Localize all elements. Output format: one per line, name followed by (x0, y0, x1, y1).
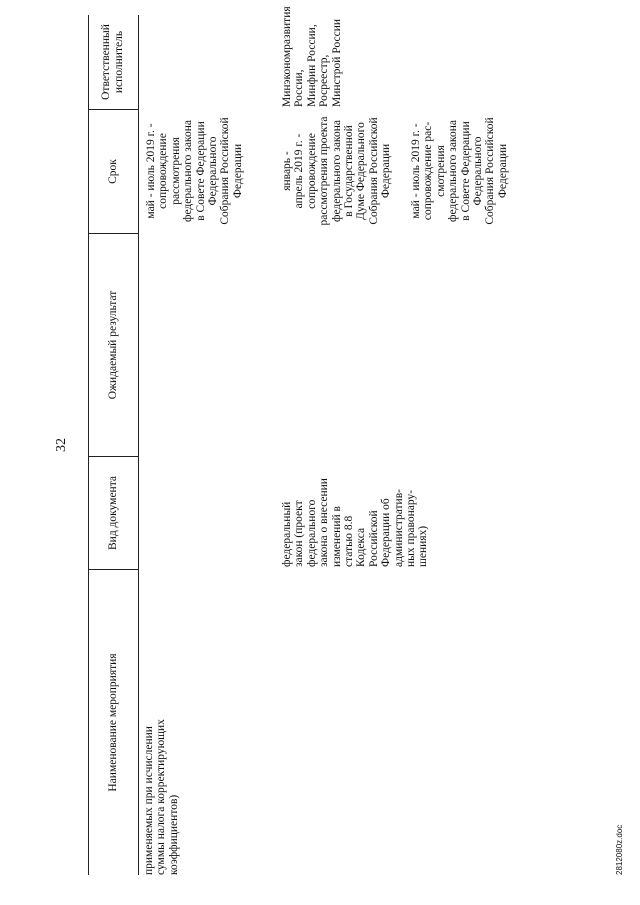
responsible-text: Минэкономразвития России, Минфин России, Росреестр, Минстрой России (281, 6, 343, 107)
header-top-rule (88, 15, 89, 875)
header-deadline: Срок (106, 159, 119, 184)
header-measure: Наименование мероприятия (106, 653, 119, 792)
deadline-text-2b: май - июль 2019 г. - сопровождение рас- смотрения федерального закона в Совете Федерации Федерального Собрания Российской Федерации (410, 117, 509, 225)
rotated-page (45, 6, 635, 875)
header-responsible: Ответственный исполнитель (100, 24, 125, 100)
header-bottom-rule (138, 15, 139, 875)
measure-text: применяемых при исчислении суммы налога корректирующих коэффициентов) (143, 719, 180, 875)
deadline-text-2a: январь - апрель 2019 г. - сопровождение рассмотрения проекта федерального закона в Государственной Думе Федерального Собрания Российской Федерации (281, 116, 393, 226)
page-number: 32 (54, 438, 69, 452)
file-name-footer: 2812080z.doc (615, 824, 624, 875)
header-doc-type: Вид документа (106, 476, 119, 550)
deadline-text-1: май - июль 2019 г. - сопровождение рассмотрения федерального закона в Совете Федерации Федерального Собрания Российской Федерации (145, 117, 244, 225)
header-result: Ожидаемый результат (106, 290, 119, 400)
doc-type-text: федеральный закон (проект федерального закона о внесении изменений в статью 8.8 Кодекса Российской Федерации об административ- ных правонару- шениях) (281, 478, 430, 567)
